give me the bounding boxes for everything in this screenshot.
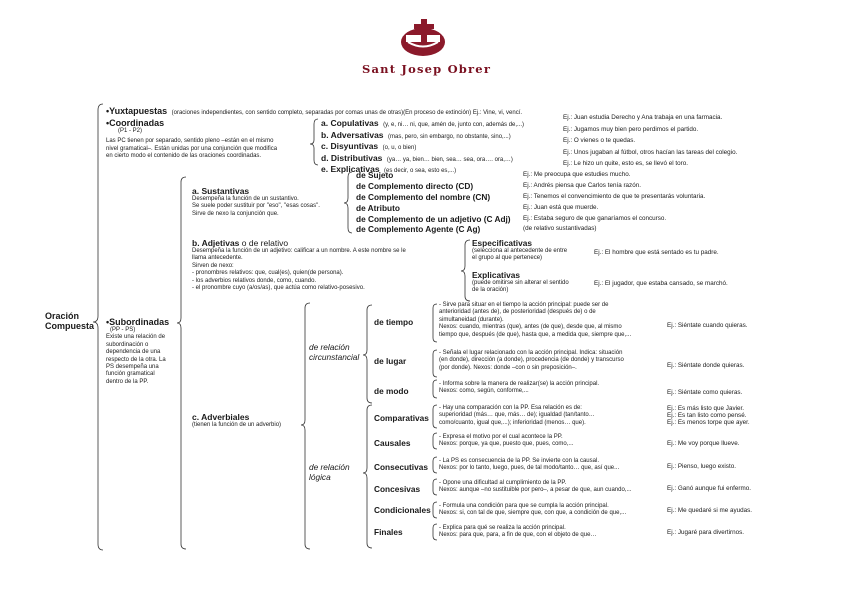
sust-type-label: de Complemento Agente (C Ag): [356, 224, 481, 235]
sustantivas-desc-2: Sirve de nexo la conjunción que.: [192, 210, 279, 217]
adv-desc-line: - La PS es consecuencia de la PP. Se invierte con la causal.: [439, 458, 599, 464]
coordinadas-desc-1: nivel gramatical–. Están unidas por una conjunción que modifica: [106, 145, 278, 152]
coord-example: Ej.: Unos jugaban al fútbol, otros hacían las tareas del colegio.: [563, 148, 738, 156]
adv-type-label: Concesivas: [374, 484, 421, 494]
sust-type-label: de Sujeto: [356, 170, 394, 180]
adv-desc-line: - Sirve para situar en el tiempo la acción principal: puede ser de: [439, 302, 609, 308]
coord-type-detail: (mas, pero, sin embargo, no obstante, sino,...): [387, 133, 511, 140]
circunstancial-line1: de relación: [309, 342, 350, 352]
adv-desc-line: - Hay una comparación con la PP. Esa relación es de:: [439, 405, 582, 411]
adv-type-label: de tiempo: [374, 317, 414, 327]
circunstancial-label: [309, 342, 359, 362]
sustantivas-block: [192, 186, 320, 218]
explicativas-desc-0: (puede omitirse sin alterar el sentido: [472, 280, 569, 286]
adv-desc-tiempo: [439, 302, 631, 339]
coord-type-label: a. Copulativas: [321, 118, 379, 128]
sustantivas-desc-1: Se suele poder sustituir por "eso", "esas cosas".: [192, 203, 320, 210]
adv-desc-line: - Explica para qué se realiza la acción principal.: [439, 525, 566, 531]
coordinadas-types: [321, 113, 525, 174]
adv-desc-line: tiempo que, después (de que), hasta que, a medida que, siempre que,...: [439, 331, 632, 338]
coordinadas-title: •Coordinadas: [106, 118, 165, 128]
explicativas-example: Ej.: El jugador, que estaba cansado, se marchó.: [594, 280, 728, 287]
adv-desc-condicionales: [439, 503, 626, 518]
logica-line1: de relación: [309, 462, 350, 472]
subordinadas-block: [106, 317, 169, 386]
adv-example: Ej.: Ganó aunque fui enfermo.: [667, 485, 752, 492]
sust-example: Ej.: Juan está que muerde.: [523, 203, 599, 211]
coord-type-row: [321, 125, 524, 140]
sustantivas-desc-0: Desempeña la función de un sustantivo.: [192, 196, 299, 202]
root-line2: Compuesta: [45, 321, 95, 331]
adv-example: Ej.: Siéntate donde quieras.: [667, 362, 745, 369]
adjetivas-desc-2: Sirven de nexo:: [192, 262, 234, 269]
coord-type-label: e. Explicativas: [321, 164, 380, 174]
adv-example: Ej.: Siéntate como quieras.: [667, 389, 743, 396]
subordinadas-desc-3: respecto de la otra. La: [106, 356, 166, 363]
sust-example: Ej.: Estaba seguro de que ganaríamos el concurso.: [523, 214, 667, 222]
coord-type-label: d. Distributivas: [321, 152, 383, 163]
adv-example: Ej.: Jugaré para divertirnos.: [667, 529, 744, 536]
adv-desc-line: Nexos: por lo tanto, luego, pues, de tal modo/tanto… que, así que...: [439, 465, 620, 472]
coord-type-detail: (y, e, ni… ni, que, amén de, junto con, además de,...): [383, 122, 525, 128]
adv-desc-finales: [439, 525, 596, 540]
adv-type-label: Condicionales: [374, 505, 431, 515]
adv-desc-comparativas: [439, 405, 595, 427]
coord-example: Ej.: Le hizo un quite, esto es, se llevó el toro.: [563, 160, 688, 167]
adjetivas-desc-4: - los adverbios relativos donde, como, cuando.: [192, 277, 317, 284]
adjetivas-desc-5: - el pronombre cuyo (a/os/as), que actúa como relativo-posesivo.: [192, 285, 365, 292]
adv-desc-line: (en donde), dirección (a donde), procedencia (de donde) y transcurso: [439, 357, 624, 364]
adv-example: Ej.: Es tan listo como pensé.: [667, 412, 747, 419]
adv-type-label: de modo: [374, 386, 409, 396]
sustantivas-title: a. Sustantivas: [192, 186, 250, 196]
adjetivas-title-tail: o de relativo: [239, 238, 289, 248]
adv-desc-line: Nexos: para que, para, a fin de que, con el objeto de que…: [439, 532, 597, 539]
sust-type-label: de Atributo: [356, 202, 400, 213]
adv-desc-line: Nexos: cuando, mientras (que), antes (de que), desde que, al mismo: [439, 324, 622, 331]
coordinadas-desc-2: en cierto modo el contenido de las oraciones coordinadas.: [106, 153, 262, 160]
subordinadas-desc-1: subordinación o: [106, 341, 149, 348]
coord-type-row: [321, 113, 525, 128]
adv-desc-line: - Formula una condición para que se cumpla la acción principal.: [439, 503, 609, 509]
adv-desc-line: anterioridad (antes de), de posterioridad (después de) o de: [439, 309, 596, 316]
logica-line2: lógica: [309, 472, 331, 482]
sust-type-label: de Complemento del nombre (CN): [356, 191, 491, 202]
coord-type-label: c. Disyuntivas: [321, 141, 379, 151]
adjetivas-heading: [192, 238, 406, 248]
adverbiales-desc: (tienen la función de un adverbio): [192, 422, 282, 428]
adv-desc-line: Nexos: aunque –no sustituible por pero–, a pesar de que, aun cuando,...: [439, 487, 632, 494]
adv-desc-line: - Opone una dificultad al cumplimiento de la PP.: [439, 480, 567, 486]
adv-example-comparativas: [667, 405, 750, 426]
especificativas-title: Especificativas: [472, 238, 532, 248]
adjetivas-desc-3: - pronombres relativos: que, cual(es), quien(de persona).: [192, 270, 344, 277]
sust-example: Ej.: Me preocupa que estudies mucho.: [523, 171, 631, 178]
adverbiales-title: c. Adverbiales: [192, 412, 250, 422]
logica-label: [309, 462, 350, 482]
sust-example: Ej.: Tenemos el convencimiento de que te presentarás voluntaria.: [523, 192, 706, 200]
adv-type-label: de lugar: [374, 356, 407, 366]
adjetivas-desc-1: llama antecedente.: [192, 255, 243, 262]
coord-type-row: [321, 148, 524, 163]
especificativas-example: Ej.: El hombre que está sentado es tu padre.: [594, 249, 719, 256]
adverbiales-block: [192, 412, 281, 429]
especificativas-desc-0: (selecciona al antecedente de entre: [472, 248, 568, 254]
adv-desc-line: Nexos: como, según, conforme,...: [439, 388, 529, 395]
subordinadas-title: •Subordinadas: [106, 317, 170, 327]
adjetivas-desc-0: Desempeña la función de un adjetivo: calificar a un nombre. A este nombre se le: [192, 248, 406, 254]
adv-desc-line: simultaneidad (durante).: [439, 316, 504, 323]
sust-type-label: de Complemento directo (CD): [356, 180, 474, 191]
subordinadas-desc-2: dependencia de una: [106, 349, 161, 356]
adv-desc-concesivas: [439, 480, 631, 495]
coord-type-detail: (ya… ya, bien… bien, sea… sea, ora…. ora,…): [386, 156, 513, 163]
adv-desc-modo: [439, 381, 599, 396]
coord-type-detail: (es decir, o sea, esto es,...): [384, 168, 457, 174]
adv-type-label: Comparativas: [374, 413, 429, 423]
coord-example: Ej.: Juan estudia Derecho y Ana trabaja en una farmacia.: [563, 114, 723, 121]
root-title: [45, 311, 94, 331]
adv-desc-lugar: [439, 350, 624, 372]
especificativas-block: [472, 238, 567, 263]
subordinadas-desc-4: PS desempeña una: [106, 364, 159, 371]
subordinadas-desc-6: dentro de la PP.: [106, 378, 149, 385]
sust-example: (de relativo sustantivadas): [523, 225, 597, 233]
adv-desc-line: - Señala el lugar relacionado con la acción principal. Indica: situación: [439, 350, 623, 356]
adv-example: Ej.: Pienso, luego existo.: [667, 463, 736, 470]
subordinadas-desc-5: función gramatical: [106, 371, 155, 378]
circunstancial-line2: circunstancial: [309, 352, 360, 362]
coord-example: Ej.: Jugamos muy bien pero perdimos el partido.: [563, 125, 699, 133]
adv-type-label: Causales: [374, 438, 411, 448]
root-line1: Oración: [45, 311, 80, 321]
sustantivas-types: [356, 170, 511, 235]
yuxtapuestas-title: •Yuxtapuestas: [106, 106, 168, 116]
brand-name: Sant Josep Obrer: [362, 62, 492, 76]
explicativas-title: Explicativas: [472, 270, 520, 280]
adv-desc-line: - Expresa el motivo por el cual acontece la PP.: [439, 434, 563, 440]
adjetivas-block: [192, 238, 406, 292]
subordinadas-desc-0: Existe una relación de: [106, 334, 166, 341]
adv-type-label: Finales: [374, 527, 403, 537]
adv-desc-line: (por donde). Nexos: donde –con o sin preposición–.: [439, 364, 577, 371]
coordinadas-examples: [563, 114, 737, 172]
subordinadas-sub: (PP - PS): [110, 327, 136, 333]
coordinadas-desc-0: Las PC tienen por separado, sentido pleno –están en el mismo: [106, 138, 274, 145]
yuxtapuestas-desc: (oraciones independientes, con sentido completo, separadas por comas unas de otras)(En proceso de extinción) Ej.: Vine, vi, vencí.: [171, 110, 523, 116]
coordinadas-sub: (P1 - P2): [118, 128, 143, 134]
adjetivas-title: b. Adjetivas: [192, 238, 240, 248]
coord-type-detail: (o, u, o bien): [382, 145, 417, 151]
adv-desc-line: superioridad (más… que, más… de); igualdad (tan/tanto…: [439, 412, 595, 419]
sust-type-label: de Complemento de un adjetivo (C Adj): [356, 213, 511, 224]
coord-example: Ej.: O vienes o te quedas.: [563, 137, 636, 144]
adv-desc-line: Nexos: porque, ya que, puesto que, pues, como,...: [439, 441, 574, 448]
explicativas-block: [472, 270, 569, 295]
adv-example: Ej.: Es menos torpe que ayer.: [667, 419, 750, 426]
adv-example: Ej.: Me quedaré si me ayudas.: [667, 507, 753, 514]
coord-type-label: b. Adversativas: [321, 129, 384, 140]
adv-type-label: Consecutivas: [374, 462, 428, 472]
adv-desc-line: como/cuanto, igual que,...); inferioridad (menos… que).: [439, 419, 586, 426]
adv-desc-consecutivas: [439, 458, 619, 473]
adv-desc-line: - Informa sobre la manera de realizar(se) la acción principal.: [439, 381, 600, 387]
adv-example: Ej.: Siéntate cuando quieras.: [667, 322, 748, 329]
sustantivas-examples: [523, 171, 705, 236]
sust-example: Ej.: Andrés piensa que Carlos tenía razón.: [523, 181, 641, 189]
especificativas-desc-1: el grupo al que pertenece): [472, 255, 543, 262]
adv-example: Ej.: Me voy porque llueve.: [667, 440, 740, 447]
adv-desc-causales: [439, 434, 573, 449]
coordinadas-block: [106, 118, 277, 161]
explicativas-desc-1: de la oración): [472, 287, 509, 294]
adv-desc-line: Nexos: si, con tal de que, siempre que, con que, a condición de que,...: [439, 510, 627, 517]
adv-example: Ej.: Es más listo que Javier.: [667, 405, 744, 412]
